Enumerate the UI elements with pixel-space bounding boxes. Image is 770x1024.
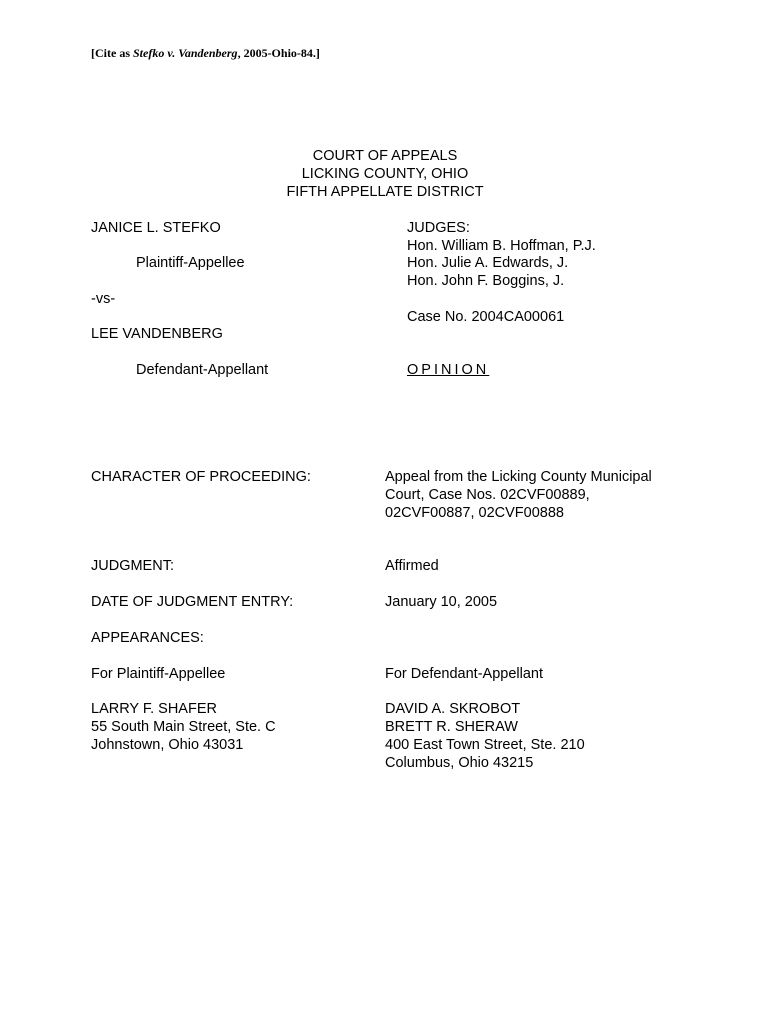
citation: [Cite as Stefko v. Vandenberg, 2005-Ohio-84.] [91, 46, 320, 60]
plaintiff-name: JANICE L. STEFKO [91, 220, 221, 236]
judgment-label: JUDGMENT: [91, 558, 174, 574]
versus: -vs- [91, 291, 116, 307]
appearances-label: APPEARANCES: [91, 630, 204, 646]
judge-item: Hon. John F. Boggins, J. [407, 273, 565, 289]
plaintiff-counsel-label: For Plaintiff-Appellee [91, 666, 226, 682]
plaintiff-counsel-line: Johnstown, Ohio 43031 [91, 737, 244, 753]
defendant-counsel-line: DAVID A. SKROBOT [385, 701, 521, 717]
proceeding-line: Court, Case Nos. 02CVF00889, [385, 487, 590, 503]
defendant-role: Defendant-Appellant [136, 362, 269, 378]
citation-case-name: Stefko v. Vandenberg [133, 46, 238, 60]
court-name: COURT OF APPEALS [312, 148, 458, 164]
proceeding-label: CHARACTER OF PROCEEDING: [91, 469, 311, 485]
judge-item: Hon. William B. Hoffman, P.J. [407, 238, 596, 254]
entry-date-label: DATE OF JUDGMENT ENTRY: [91, 594, 294, 610]
defendant-counsel-label: For Defendant-Appellant [385, 666, 543, 682]
defendant-counsel-line: BRETT R. SHERAW [385, 719, 518, 735]
plaintiff-role: Plaintiff-Appellee [136, 255, 245, 271]
court-county: LICKING COUNTY, OHIO [301, 166, 469, 182]
defendant-counsel-line: Columbus, Ohio 43215 [385, 755, 534, 771]
defendant-counsel-line: 400 East Town Street, Ste. 210 [385, 737, 585, 753]
entry-date-value: January 10, 2005 [385, 594, 498, 610]
plaintiff-counsel-line: 55 South Main Street, Ste. C [91, 719, 276, 735]
plaintiff-counsel-line: LARRY F. SHAFER [91, 701, 217, 717]
defendant-name: LEE VANDENBERG [91, 326, 223, 342]
court-district: FIFTH APPELLATE DISTRICT [286, 184, 484, 200]
opinion-heading: OPINION [407, 362, 490, 378]
judgment-value: Affirmed [385, 558, 439, 574]
proceeding-line: 02CVF00887, 02CVF00888 [385, 505, 564, 521]
proceeding-line: Appeal from the Licking County Municipal [385, 469, 652, 485]
judges-label: JUDGES: [407, 220, 470, 236]
judge-item: Hon. Julie A. Edwards, J. [407, 255, 569, 271]
case-number: Case No. 2004CA00061 [407, 309, 565, 325]
